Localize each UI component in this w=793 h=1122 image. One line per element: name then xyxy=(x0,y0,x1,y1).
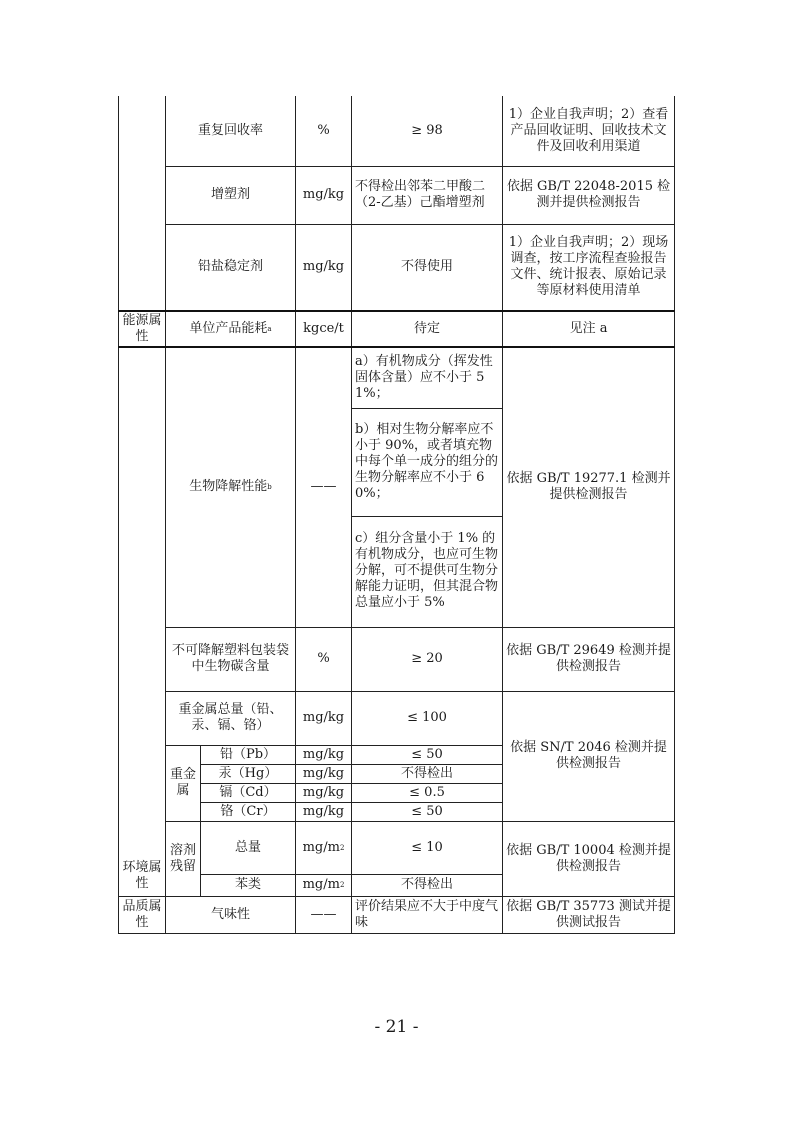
unit-cell: mg/kg xyxy=(296,166,352,224)
page-number: - 21 - xyxy=(374,1017,419,1037)
requirement-cell: ≤ 100 xyxy=(352,691,503,745)
item-cell: 铬（Cr） xyxy=(201,802,296,821)
requirement-cell: 不得使用 xyxy=(352,224,503,311)
method-cell: 依据 GB/T 35773 测试并提供测试报告 xyxy=(503,896,675,933)
method-cell: 1）企业自我声明；2）现场调查，按工序流程查验报告文件、统计报表、原始记录等原材料使用清单 xyxy=(503,224,675,311)
requirement-c: c）组分含量小于 1% 的有机物成分，也应可生物分解，可不提供可生物分解能力证明，但其混合物总量应小于 5% xyxy=(355,531,499,611)
unit-exponent: 2 xyxy=(339,843,345,852)
note-marker: b xyxy=(267,483,272,492)
requirement-cell: ≤ 0.5 xyxy=(352,783,503,802)
category-cell: 能源属性 xyxy=(119,311,166,347)
method-cell: 依据 GB/T 29649 检测并提供检测报告 xyxy=(503,627,675,691)
unit-cell: mg/kg xyxy=(296,691,352,745)
unit-cell xyxy=(296,874,352,896)
table-row xyxy=(119,821,675,874)
requirement-cell: 待定 xyxy=(352,311,503,347)
requirement-cell: 不得检出邻苯二甲酸二（2-乙基）己酯增塑剂 xyxy=(352,166,503,224)
item-cell xyxy=(166,311,296,347)
item-cell: 铅盐稳定剂 xyxy=(166,224,296,311)
unit-text: mg/m xyxy=(302,877,340,892)
unit-text: mg/m xyxy=(302,839,340,855)
unit-cell: —— xyxy=(296,347,352,627)
method-cell: 见注 a xyxy=(503,311,675,347)
item-cell: 重金属总量（铅、汞、镉、铬） xyxy=(166,691,296,745)
method-cell: 1）企业自我声明；2）查看产品回收证明、回收技术文件及回收利用渠道 xyxy=(503,96,675,166)
unit-cell xyxy=(296,821,352,874)
table-row xyxy=(119,224,675,311)
item-cell: 汞（Hg） xyxy=(201,764,296,783)
unit-cell: —— xyxy=(296,896,352,933)
category-cell: 品质属性 xyxy=(119,896,166,933)
requirement-cell: ≤ 50 xyxy=(352,802,503,821)
unit-cell: mg/kg xyxy=(296,745,352,764)
item-cell: 总量 xyxy=(201,821,296,874)
method-cell: 依据 GB/T 10004 检测并提供检测报告 xyxy=(503,821,675,896)
note-marker: a xyxy=(267,325,272,333)
item-cell: 苯类 xyxy=(201,874,296,896)
item-cell xyxy=(166,347,296,627)
method-cell: 依据 GB/T 22048-2015 检测并提供检测报告 xyxy=(503,166,675,224)
solvent-group-cell: 溶剂残留 xyxy=(166,821,201,896)
table-row xyxy=(119,311,675,347)
unit-cell: mg/kg xyxy=(296,764,352,783)
requirement-cell: 不得检出 xyxy=(352,874,503,896)
requirement-cell: ≥ 98 xyxy=(352,96,503,166)
table-row xyxy=(119,896,675,933)
requirements-table xyxy=(118,96,675,934)
requirement-cell: 不得检出 xyxy=(352,764,503,783)
heavy-metal-group-cell: 重金属 xyxy=(166,745,201,821)
unit-cell: mg/kg xyxy=(296,783,352,802)
item-cell: 铅（Pb） xyxy=(201,745,296,764)
unit-cell: % xyxy=(296,96,352,166)
item-cell: 重复回收率 xyxy=(166,96,296,166)
requirement-cell: ≤ 10 xyxy=(352,821,503,874)
table-row xyxy=(119,627,675,691)
method-cell: 依据 GB/T 19277.1 检测并提供检测报告 xyxy=(503,347,675,627)
table-row xyxy=(119,96,675,166)
requirement-cell xyxy=(352,347,503,627)
item-cell: 镉（Cd） xyxy=(201,783,296,802)
item-cell: 气味性 xyxy=(166,896,296,933)
table-row xyxy=(119,691,675,745)
requirement-cell: ≤ 50 xyxy=(352,745,503,764)
category-cell: 环境属性 xyxy=(119,347,166,896)
item-text: 生物降解性能 xyxy=(189,479,268,495)
item-cell: 增塑剂 xyxy=(166,166,296,224)
requirement-subtable xyxy=(352,348,502,626)
item-cell: 不可降解塑料包装袋中生物碳含量 xyxy=(166,627,296,691)
requirement-b: b）相对生物分解率应不小于 90%，或者填充物中每个单一成分的组分的生物分解率应不小于 60%； xyxy=(352,408,502,516)
unit-cell: % xyxy=(296,627,352,691)
unit-cell: kgce/t xyxy=(296,311,352,347)
requirement-cell: 评价结果应不大于中度气味 xyxy=(352,896,503,933)
table-row xyxy=(119,166,675,224)
item-text: 单位产品能耗 xyxy=(189,321,268,336)
requirement-cell: ≥ 20 xyxy=(352,627,503,691)
table-row xyxy=(119,347,675,627)
unit-cell: mg/kg xyxy=(296,224,352,311)
method-cell: 依据 SN/T 2046 检测并提供检测报告 xyxy=(503,691,675,821)
category-cell-continued xyxy=(119,96,166,311)
unit-cell: mg/kg xyxy=(296,802,352,821)
unit-exponent: 2 xyxy=(339,881,345,889)
requirement-a: a）有机物成分（挥发性固体含量）应不小于 51%； xyxy=(352,348,502,408)
